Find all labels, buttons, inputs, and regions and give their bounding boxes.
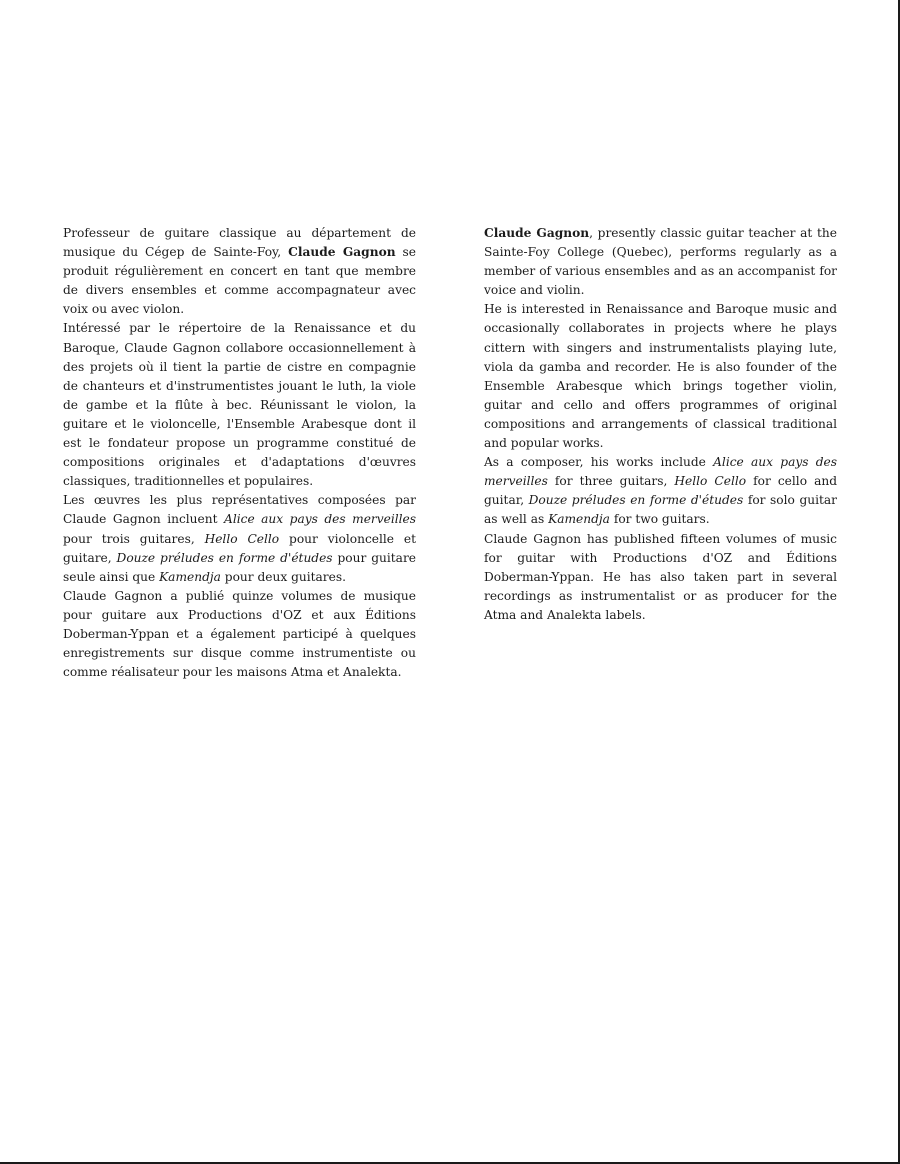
french-bio-paragraph-4: Claude Gagnon a publié quinze volumes de musique pour guitare aux Productions d'OZ et aux Éditions Doberman-Yppan et a également participé à quelques enregistrements sur disque comme instrumentiste ou comme réalisateur pour les maisons Atma et Analekta. [63, 588, 416, 680]
french-bio-column [63, 224, 416, 682]
french-bio-paragraph-3: Les œuvres les plus représentatives composées par Claude Gagnon incluent Alice aux pays des merveilles pour trois guitares, Hello Cello pour violoncelle et guitare, Douze préludes en forme d'études pour guitare seule ainsi que Kamendja pour deux guitares. [63, 493, 417, 584]
composer-name: Claude Gagnon [288, 245, 396, 260]
english-bio-paragraph-2: He is interested in Renaissance and Baroque music and occasionally collaborates in projects where he plays cittern with singers and instrumentalists playing lute, viola da gamba and recorder. He is also founder of the Ensemble Arabesque which brings together violin, guitar and cello and offers programmes of original compositions and arrangements of classical traditional and popular works. [484, 302, 837, 451]
french-bio-paragraph-1: Professeur de guitare classique au département de musique du Cégep de Sainte-Foy, Claude Gagnon se produit régulièrement en concert en tant que membre de divers ensembles et comme accompagnateur avec voix ou avec violon. [63, 226, 417, 317]
english-bio-column [484, 224, 837, 625]
work-title: Alice aux pays des merveilles [224, 512, 417, 527]
work-title: Kamendja [548, 512, 610, 527]
work-title: Douze préludes en forme d'études [528, 493, 744, 508]
english-bio-paragraph-4: Claude Gagnon has published fifteen volumes of music for guitar with Productions d'OZ and Éditions Doberman-Yppan. He has also taken part in several recordings as instrumentalist or as producer for the Atma and Analekta labels. [484, 531, 837, 622]
work-title: Douze préludes en forme d'études [116, 550, 333, 565]
french-bio-paragraph-2: Intéressé par le répertoire de la Renaissance et du Baroque, Claude Gagnon collabore occasionnellement à des projets où il tient la partie de cistre en compagnie de chanteurs et d'instrumentistes jouant le luth, la viole de gambe et la flûte à bec. Réunissant le violon, la guitare et le violoncelle, l'Ensemble Arabesque dont il est le fondateur propose un programme constitué de compositions originales et d'adaptations d'œuvres classiques, traditionnelles et populaires. [63, 321, 416, 489]
composer-name: Claude Gagnon [484, 226, 590, 240]
english-bio-paragraph-1: Claude Gagnon, presently classic guitar teacher at the Sainte-Foy College (Quebec), performs regularly as a member of various ensembles and as an accompanist for voice and violin. [484, 226, 837, 298]
english-bio-paragraph-3: As a composer, his works include Alice aux pays des merveilles for three guitars, Hello Cello for cello and guitar, Douze préludes en forme d'études for solo guitar as well as Kamendja for two guitars. [484, 455, 837, 527]
work-title: Hello Cello [674, 474, 747, 489]
work-title: Alice aux pays des merveilles [484, 455, 837, 489]
work-title: Hello Cello [204, 531, 280, 546]
work-title: Kamendja [159, 569, 221, 584]
